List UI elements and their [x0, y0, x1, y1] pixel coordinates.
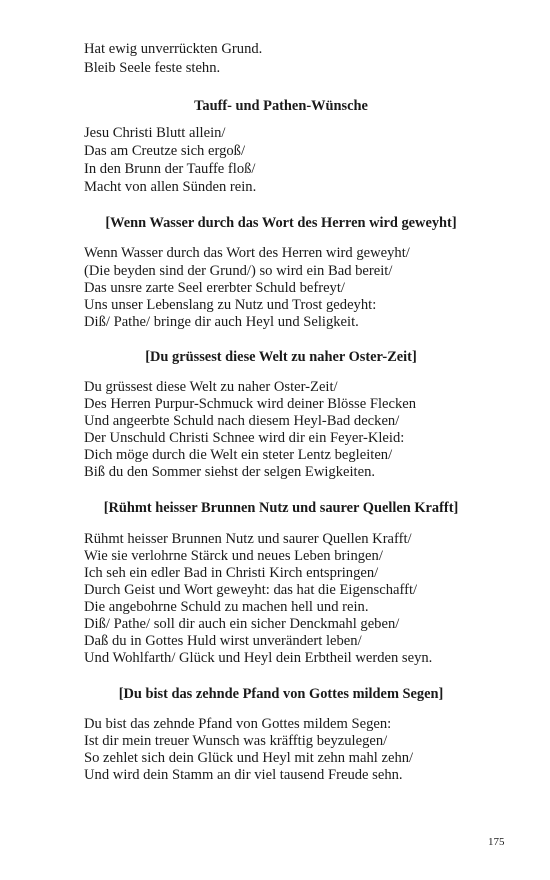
poem-line: Du bist das zehnde Pfand von Gottes mildem Segen: [84, 716, 392, 732]
poem-line: Bleib Seele feste stehn. [84, 60, 221, 76]
poem-line: Dich möge durch die Welt ein steter Lentz begleiten/ [84, 447, 393, 463]
poem-line: Und Wohlfarth/ Glück und Heyl dein Erbtheil werden seyn. [84, 650, 433, 666]
poem-line: Hat ewig unverrückten Grund. [84, 41, 263, 57]
poem-line: Der Unschuld Christi Schnee wird dir ein Feyer-Kleid: [84, 430, 405, 446]
poem-line: Durch Geist und Wort geweyht: das hat die Eigenschafft/ [84, 582, 418, 598]
poem-line: Jesu Christi Blutt allein/ [84, 125, 226, 141]
poem-line: (Die beyden sind der Grund/) so wird ein Bad bereit/ [84, 263, 393, 279]
poem-line: Macht von allen Sünden rein. [84, 179, 257, 195]
poem-line: Des Herren Purpur-Schmuck wird deiner Blösse Flecken [84, 396, 417, 412]
poem-line: Das unsre zarte Seel ererbter Schuld befreyt/ [84, 280, 345, 296]
poem-line: Du grüssest diese Welt zu naher Oster-Zeit/ [84, 379, 338, 395]
section-heading: [Rühmt heisser Brunnen Nutz und saurer Quellen Krafft] [103, 500, 459, 516]
section-heading: [Du grüssest diese Welt zu naher Oster-Zeit] [145, 349, 417, 365]
poem-line: Ich seh ein edler Bad in Christi Kirch entspringen/ [84, 565, 379, 581]
section-heading: [Wenn Wasser durch das Wort des Herren wird geweyht] [105, 215, 457, 231]
poem-line: Das am Creutze sich ergoß/ [84, 143, 246, 159]
poem-line: Rühmt heisser Brunnen Nutz und saurer Quellen Krafft/ [84, 531, 412, 547]
poem-line: In den Brunn der Tauffe floß/ [84, 161, 256, 177]
section-heading: Tauff- und Pathen-Wünsche [194, 98, 368, 114]
poem-line: Biß du den Sommer siehst der selgen Ewigkeiten. [84, 464, 376, 480]
poem-line: Ist dir mein treuer Wunsch was kräfftig beyzulegen/ [84, 733, 388, 749]
poem-line: Uns unser Lebenslang zu Nutz und Trost gedeyht: [84, 297, 377, 313]
poem-line: Diß/ Pathe/ bringe dir auch Heyl und Seligkeit. [84, 314, 359, 330]
poem-line: Daß du in Gottes Huld wirst unverändert leben/ [84, 633, 362, 649]
section-heading: [Du bist das zehnde Pfand von Gottes mildem Segen] [118, 686, 444, 702]
poem-line: Wie sie verlohrne Stärck und neues Leben bringen/ [84, 548, 383, 564]
poem-line: Und angeerbte Schuld nach diesem Heyl-Bad decken/ [84, 413, 400, 429]
poem-line: Und wird dein Stamm an dir viel tausend Freude sehn. [84, 767, 403, 783]
poem-line: Diß/ Pathe/ soll dir auch ein sicher Denckmahl geben/ [84, 616, 400, 632]
poem-line: Die angebohrne Schuld zu machen hell und rein. [84, 599, 369, 615]
poem-line: Wenn Wasser durch das Wort des Herren wird geweyht/ [84, 245, 410, 261]
poem-line: So zehlet sich dein Glück und Heyl mit zehn mahl zehn/ [84, 750, 414, 766]
page-number: 175 [488, 836, 505, 848]
